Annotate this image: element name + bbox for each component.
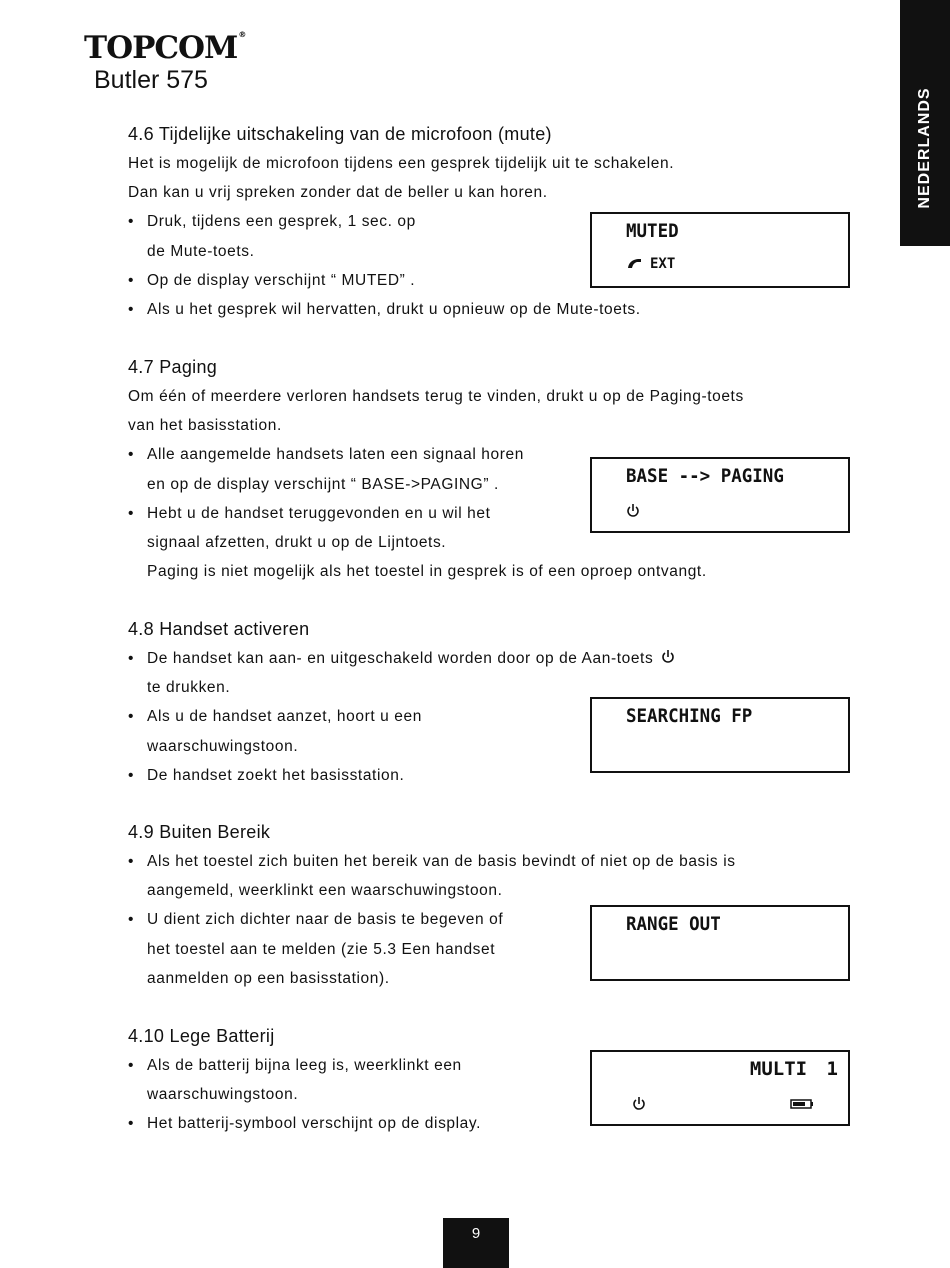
bullet-continuation: waarschuwingstoon. [147,737,299,755]
power-icon [632,1096,646,1112]
display-multi [590,1050,850,1126]
bullet-continuation: aanmelden op een basisstation). [147,969,390,987]
bullet-item: • Hebt u de handset teruggevonden en u wil het [128,499,858,528]
bullet-item: • Druk, tijdens een gesprek, 1 sec. op [128,207,858,236]
bullet-item: • Op de display verschijnt “ MUTED” . [128,266,858,295]
power-icon [661,649,675,665]
bullet-continuation: het toestel aan te melden (zie 5.3 Een handset [147,940,496,958]
display-searching [590,697,850,773]
bullet-continuation: te drukken. [147,679,231,697]
section-heading: 4.8 Handset activeren [128,619,310,639]
bullet-continuation: signaal afzetten, drukt u op de Lijntoets. [147,533,447,551]
bullet-item: • Alle aangemelde handsets laten een signaal horen [128,440,858,469]
bullet-continuation: en op de display verschijnt “ BASE->PAGING” . [147,475,499,493]
bullet-item: • De handset kan aan- en uitgeschakeld worden door op de Aan-toets [128,644,858,673]
display-range-out [590,905,850,981]
page-number: 9 [443,1218,509,1268]
display-paging [590,457,850,533]
section-heading: 4.9 Buiten Bereik [128,822,271,842]
battery-low-icon [790,1098,814,1110]
display-text: SEARCHING FP [626,705,753,727]
paragraph-line: van het basisstation. [128,417,282,435]
paragraph-line: Om één of meerdere verloren handsets terug te vinden, drukt u op de Paging-toets [128,388,744,405]
power-icon [626,503,640,519]
bullet-item: • Het batterij-symbool verschijnt op de display. [128,1109,858,1138]
language-tab: NEDERLANDS [900,0,950,246]
display-text: MUTED [626,220,679,242]
bullet-continuation: de Mute-toets. [147,242,255,260]
bullet-continuation: waarschuwingstoon. [147,1086,299,1104]
product-model: Butler 575 [94,66,208,94]
bullet-item: • De handset zoekt het basisstation. [128,761,858,790]
display-muted [590,212,850,288]
display-text: RANGE OUT [626,913,721,935]
bullet-item: • U dient zich dichter naar de basis te begeven of [128,905,858,934]
display-text: BASE --> PAGING [626,465,784,487]
bullet-continuation: Paging is niet mogelijk als het toestel in gesprek is of een oproep ontvangt. [147,563,707,581]
brand-logo: TOPCOM® [84,30,246,66]
display-ext-label: EXT [650,256,676,272]
section-heading: 4.7 Paging [128,357,218,377]
bullet-item: • Als u de handset aanzet, hoort u een [128,702,858,731]
bullet-continuation: aangemeld, weerklinkt een waarschuwingstoon. [147,882,503,900]
paragraph-line: Het is mogelijk de microfoon tijdens een gesprek tijdelijk uit te schakelen. [128,155,675,172]
section-heading: 4.6 Tijdelijke uitschakeling van de microfoon (mute) [128,124,552,144]
bullet-item: • Als u het gesprek wil hervatten, drukt u opnieuw op de Mute-toets. [128,295,858,324]
handset-icon [626,258,644,270]
bullet-item: • Als de batterij bijna leeg is, weerklinkt een [128,1051,858,1080]
section-heading: 4.10 Lege Batterij [128,1026,275,1046]
display-text: MULTI [749,1058,808,1080]
bullet-item: • Als het toestel zich buiten het bereik van de basis bevindt of niet op de basis is [128,847,858,876]
handset-number: 1 [826,1058,838,1080]
paragraph-line: Dan kan u vrij spreken zonder dat de beller u kan horen. [128,184,548,202]
